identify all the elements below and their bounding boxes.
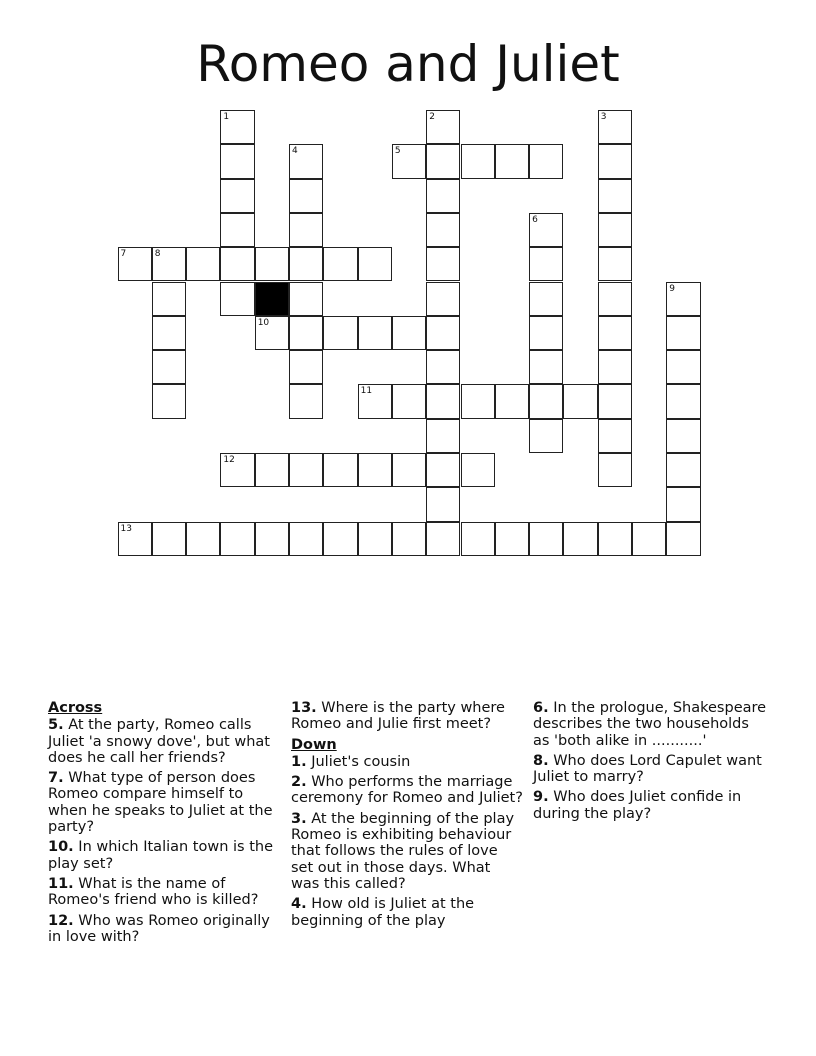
grid-cell[interactable] [598, 453, 632, 487]
clue-number-label: 9 [669, 283, 676, 294]
clue-down-4 [291, 896, 523, 929]
grid-cell[interactable] [220, 522, 254, 556]
grid-cell[interactable] [598, 247, 632, 281]
grid-cell[interactable] [666, 384, 700, 418]
grid-cell[interactable] [666, 487, 700, 521]
grid-cell[interactable] [529, 247, 563, 281]
puzzle-title: Romeo and Juliet [196, 35, 620, 93]
grid-cell[interactable] [323, 522, 357, 556]
grid-cell[interactable] [598, 316, 632, 350]
clue-number: 13. [291, 700, 317, 716]
grid-cell[interactable] [358, 522, 392, 556]
grid-cell[interactable] [529, 316, 563, 350]
clue-number-label: 6 [532, 214, 538, 225]
down-heading: Down [291, 736, 337, 753]
grid-cell[interactable] [392, 144, 426, 178]
grid-cell[interactable] [426, 110, 460, 144]
clue-text: Who performs the marriage ceremony for Romeo and Juliet? [291, 774, 523, 807]
grid-cell[interactable] [426, 419, 460, 453]
clue-number-label: 7 [120, 249, 127, 260]
clue-number-label: 5 [394, 146, 401, 157]
grid-cell[interactable] [289, 179, 323, 213]
grid-cell[interactable] [255, 316, 289, 350]
clue-down-1 [291, 754, 523, 770]
grid-cell[interactable] [392, 522, 426, 556]
grid-cell[interactable] [289, 213, 323, 247]
grid-cell[interactable] [323, 316, 357, 350]
grid-cell[interactable] [220, 282, 254, 316]
grid-cell[interactable] [392, 316, 426, 350]
clue-number-label: 12 [223, 455, 235, 465]
clue-text: At the beginning of the play Romeo is exhibiting behaviour that follows the rules of love set out in those days. What was this called? [291, 810, 515, 892]
grid-cell[interactable] [598, 179, 632, 213]
grid-cell[interactable] [426, 522, 460, 556]
clue-text: In the prologue, Shakespeare describes the two households as 'both alike in ...........' [533, 700, 767, 749]
grid-cell[interactable] [220, 213, 254, 247]
grid-cell[interactable] [666, 419, 700, 453]
clue-text: At the party, Romeo calls Juliet 'a snowy dove', but what does he call her friends? [48, 717, 270, 766]
clue-text: Who was Romeo originally in love with? [48, 912, 270, 945]
grid-cell[interactable] [495, 522, 529, 556]
grid-cell[interactable] [426, 144, 460, 178]
grid-cell[interactable] [186, 522, 220, 556]
clue-number: 9. [533, 789, 549, 806]
grid-cell[interactable] [495, 384, 529, 418]
clue-number-label: 8 [154, 249, 161, 260]
clue-number: 3. [291, 810, 307, 827]
grid-cell[interactable] [152, 282, 186, 316]
grid-cell[interactable] [220, 247, 254, 281]
clue-number: 8. [533, 752, 549, 769]
grid-cell[interactable] [426, 453, 460, 487]
grid-cell[interactable] [529, 350, 563, 384]
clue-number: 5. [48, 717, 64, 734]
grid-cell[interactable] [598, 213, 632, 247]
grid-cell[interactable] [220, 110, 254, 144]
clue-number-label: 2 [429, 112, 435, 122]
clues-column-2 [291, 700, 523, 933]
grid-cell[interactable] [529, 384, 563, 418]
grid-cell[interactable] [426, 213, 460, 247]
grid-cell[interactable] [323, 453, 357, 487]
grid-cell[interactable] [666, 350, 700, 384]
grid-cell[interactable] [632, 522, 666, 556]
grid-cell[interactable] [598, 522, 632, 556]
grid-cell[interactable] [461, 522, 495, 556]
clue-across-12 [48, 913, 282, 946]
grid-cell[interactable] [289, 453, 323, 487]
grid-cell[interactable] [598, 384, 632, 418]
grid-cell[interactable] [426, 247, 460, 281]
clue-number: 4. [291, 896, 307, 913]
grid-cell[interactable] [289, 384, 323, 418]
grid-cell[interactable] [598, 419, 632, 453]
clue-text: Juliet's cousin [311, 753, 411, 770]
across-heading: Across [48, 700, 103, 716]
clue-number: 12. [48, 912, 74, 929]
clue-text: In which Italian town is the play set? [48, 839, 274, 872]
clue-number-label: 1 [223, 112, 230, 122]
grid-cell[interactable] [255, 453, 289, 487]
grid-cell[interactable] [118, 522, 152, 556]
grid-cell[interactable] [666, 453, 700, 487]
grid-cell[interactable] [426, 384, 460, 418]
clue-text: Who does Juliet confide in during the play? [533, 789, 742, 822]
clue-number: 11. [48, 875, 74, 892]
grid-cell[interactable] [289, 282, 323, 316]
grid-cell[interactable] [666, 522, 700, 556]
clue-across-11 [48, 876, 282, 909]
grid-cell[interactable] [529, 144, 563, 178]
grid-cell[interactable] [598, 350, 632, 384]
clues-column-3 [533, 700, 769, 826]
grid-cell[interactable] [289, 316, 323, 350]
clue-across-10 [48, 839, 282, 872]
clue-number-label: 11 [360, 386, 373, 397]
grid-cell[interactable] [358, 453, 392, 487]
grid-cell[interactable] [666, 316, 700, 350]
grid-cell[interactable] [152, 384, 186, 418]
grid-cell[interactable] [461, 453, 495, 487]
grid-cell[interactable] [529, 282, 563, 316]
grid-cell[interactable] [598, 144, 632, 178]
clue-number: 7. [48, 770, 64, 787]
grid-cell[interactable] [289, 144, 323, 178]
grid-cell[interactable] [461, 384, 495, 418]
clue-number: 6. [533, 700, 549, 716]
clue-number-label: 10 [257, 317, 270, 328]
grid-cell[interactable] [495, 144, 529, 178]
grid-cell[interactable] [529, 213, 563, 247]
grid-cell[interactable] [186, 247, 220, 281]
grid-cell[interactable] [529, 419, 563, 453]
grid-cell[interactable] [220, 144, 254, 178]
clue-text: What is the name of Romeo's friend who is killed? [48, 875, 259, 909]
grid-cell[interactable] [666, 282, 700, 316]
clue-down-2 [291, 774, 523, 807]
grid-cell[interactable] [563, 522, 597, 556]
clue-down-8 [533, 753, 769, 786]
grid-cell[interactable] [289, 247, 323, 281]
clue-number-label: 13 [120, 523, 132, 534]
grid-cell[interactable] [289, 522, 323, 556]
grid-cell[interactable] [598, 282, 632, 316]
grid-cell[interactable] [152, 316, 186, 350]
clue-number: 2. [291, 774, 307, 791]
black-square [255, 282, 289, 316]
grid-cell[interactable] [426, 350, 460, 384]
grid-cell[interactable] [563, 384, 597, 418]
clue-number-label: 3 [600, 112, 607, 122]
clue-across-13 [291, 700, 523, 733]
grid-cell[interactable] [255, 247, 289, 281]
grid-cell[interactable] [392, 453, 426, 487]
clue-across-5 [48, 717, 282, 766]
grid-cell[interactable] [255, 522, 289, 556]
grid-cell[interactable] [152, 522, 186, 556]
clue-text: How old is Juliet at the beginning of the play [291, 896, 475, 929]
grid-cell[interactable] [152, 350, 186, 384]
clue-text: Where is the party where Romeo and Julie first meet? [291, 700, 505, 733]
clues-column-1 [48, 700, 282, 949]
grid-cell[interactable] [426, 487, 460, 521]
grid-cell[interactable] [426, 282, 460, 316]
clue-text: Who does Lord Capulet want Juliet to marry? [533, 752, 762, 786]
clue-down-6 [533, 700, 769, 749]
grid-cell[interactable] [529, 522, 563, 556]
clue-down-3 [291, 811, 523, 892]
grid-cell[interactable] [598, 110, 632, 144]
grid-cell[interactable] [220, 179, 254, 213]
clue-text: What type of person does Romeo compare himself to when he speaks to Juliet at the party? [48, 770, 273, 836]
grid-cell[interactable] [358, 384, 392, 418]
clue-number: 1. [291, 753, 307, 770]
grid-cell[interactable] [220, 453, 254, 487]
clue-number-label: 4 [292, 146, 298, 157]
grid-cell[interactable] [323, 247, 357, 281]
grid-cell[interactable] [358, 247, 392, 281]
grid-cell[interactable] [358, 316, 392, 350]
clue-number: 10. [48, 839, 74, 856]
grid-cell[interactable] [392, 384, 426, 418]
grid-cell[interactable] [426, 179, 460, 213]
grid-cell[interactable] [426, 316, 460, 350]
grid-cell[interactable] [152, 247, 186, 281]
clue-across-7 [48, 770, 282, 835]
clue-down-9 [533, 789, 769, 822]
grid-cell[interactable] [118, 247, 152, 281]
grid-cell[interactable] [289, 350, 323, 384]
grid-cell[interactable] [461, 144, 495, 178]
